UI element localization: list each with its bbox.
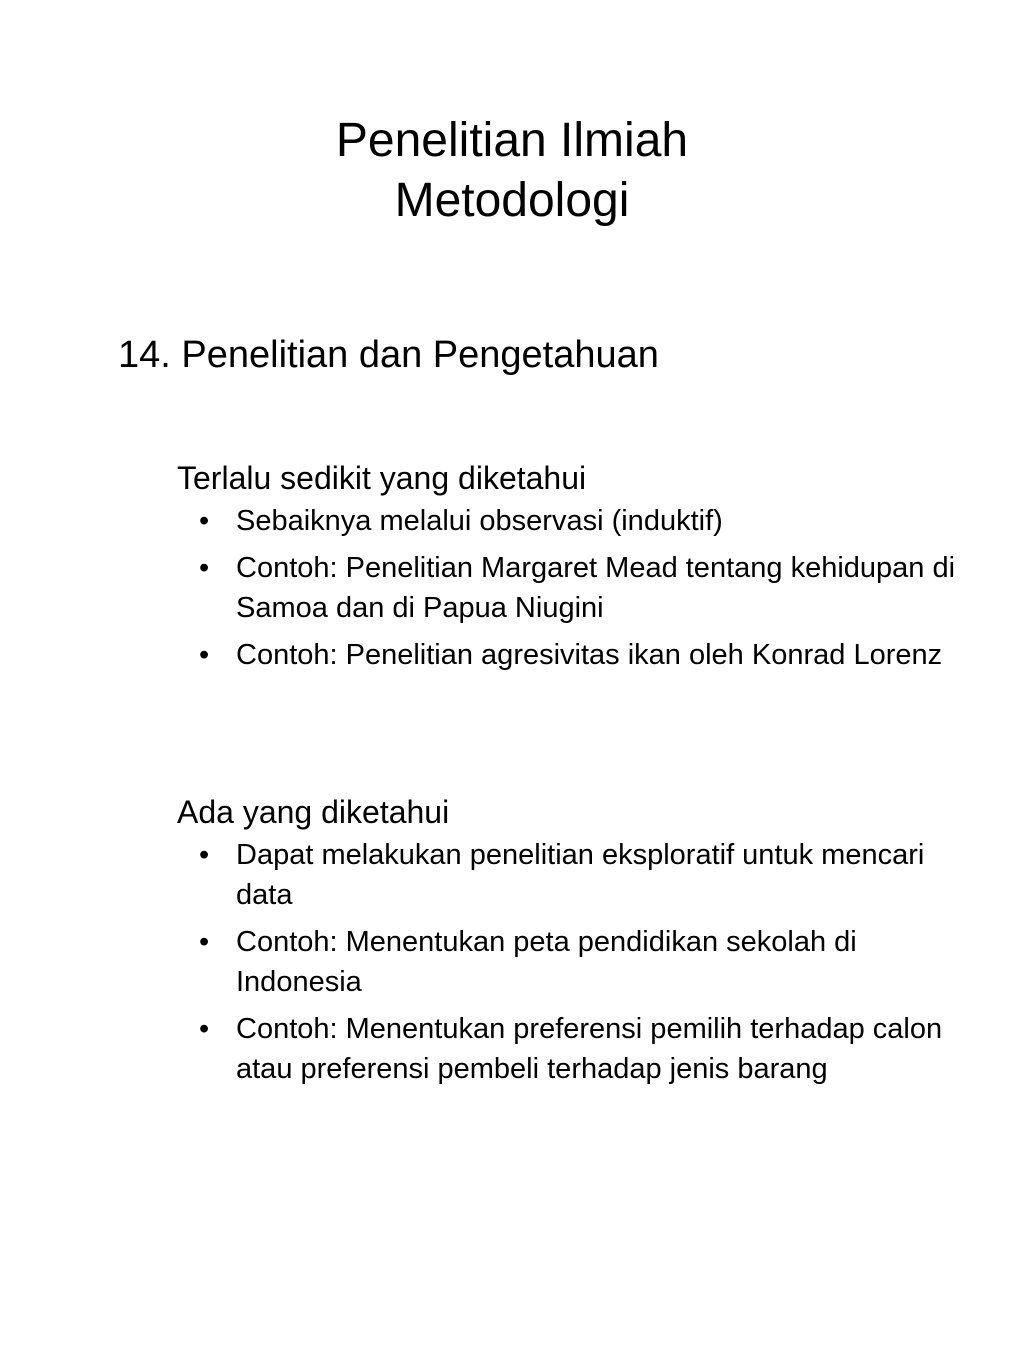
bullet-text: Contoh: Menentukan preferensi pemilih terhadap calon atau preferensi pembeli terhadap jenis barang	[236, 1013, 943, 1085]
section-title: Terlalu sedikit yang diketahui	[177, 460, 587, 496]
bullet-text: Contoh: Menentukan peta pendidikan sekolah di Indonesia	[236, 926, 857, 998]
bullet-icon: •	[199, 926, 210, 958]
bullet-item	[177, 501, 977, 541]
bullet-item	[177, 1009, 977, 1089]
bullet-text: Contoh: Penelitian agresivitas ikan oleh Konrad Lorenz	[236, 639, 943, 671]
section-something-known	[177, 791, 977, 1096]
bullet-text: Contoh: Penelitian Margaret Mead tentang kehidupan di Samoa dan di Papua Niugini	[236, 552, 956, 624]
bullet-list	[177, 501, 977, 675]
bullet-icon: •	[199, 505, 210, 537]
bullet-icon: •	[199, 1013, 210, 1045]
bullet-item	[177, 635, 977, 675]
section-little-known	[177, 457, 977, 682]
bullet-text: Dapat melakukan penelitian eksploratif untuk mencari data	[236, 839, 925, 911]
section-title: Ada yang diketahui	[177, 794, 450, 830]
title-line-1: Penelitian Ilmiah	[335, 114, 689, 167]
section-heading: 14. Penelitian dan Pengetahuan	[118, 334, 659, 376]
bullet-list	[177, 835, 977, 1089]
bullet-icon: •	[199, 839, 210, 871]
title-line-2: Metodologi	[394, 174, 630, 227]
bullet-text: Sebaiknya melalui observasi (induktif)	[236, 505, 723, 537]
bullet-icon: •	[199, 552, 210, 584]
slide-title	[0, 111, 1024, 231]
bullet-icon: •	[199, 639, 210, 671]
bullet-item	[177, 835, 977, 915]
bullet-item	[177, 548, 977, 628]
bullet-item	[177, 922, 977, 1002]
